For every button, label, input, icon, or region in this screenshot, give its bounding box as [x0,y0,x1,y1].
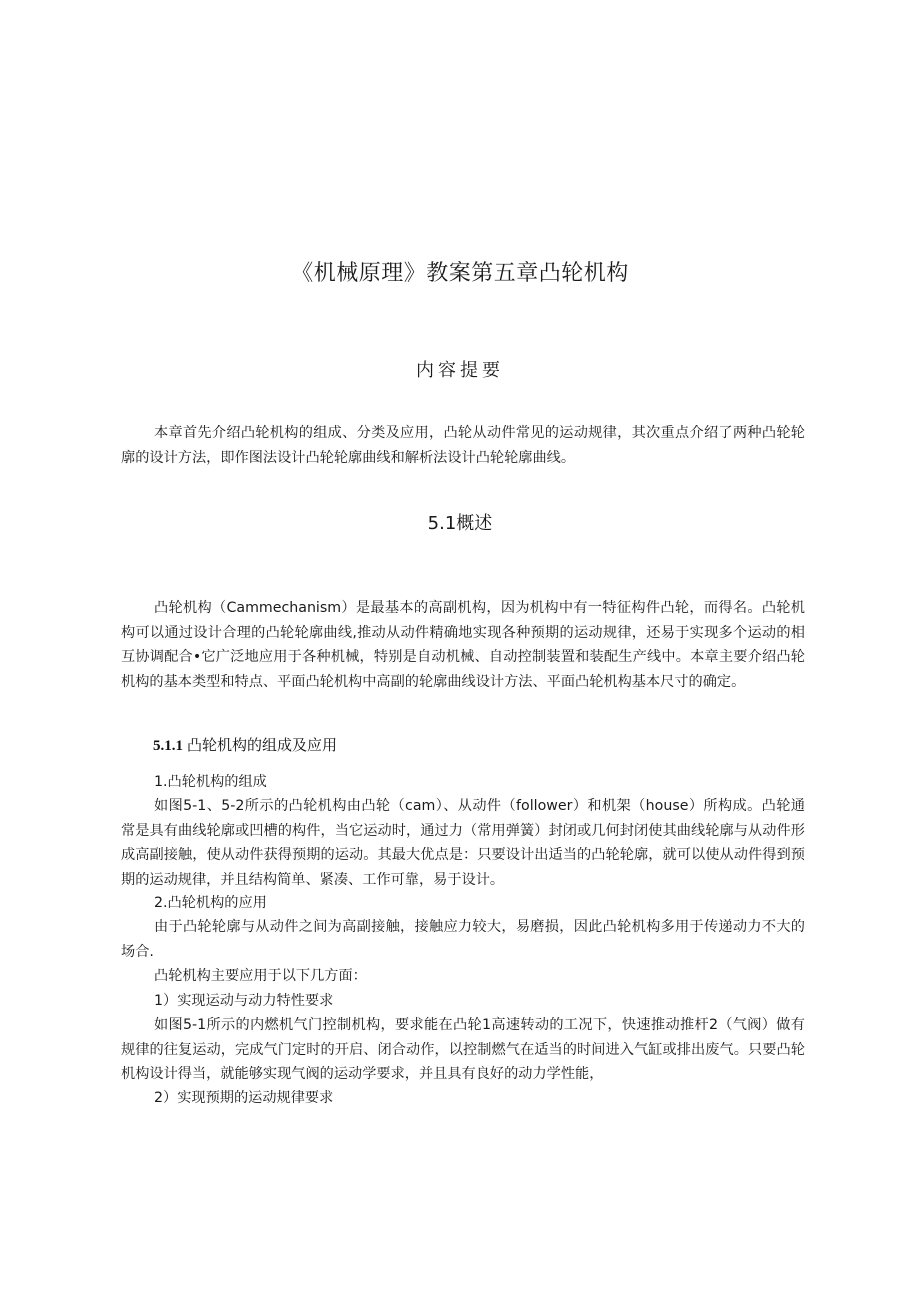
overview-paragraph: 凸轮机构（Cammechanism）是最基本的高副机构，因为机构中有一特征构件凸轮，而得名。凸轮机构可以通过设计合理的凸轮轮廓曲线,推动从动件精确地实现各种预期的运动规律，还易于实现多个运动的相互协调配合•它广泛地应用于各种机械，特别是自动机械、自动控制装置和装配生产线中。本章主要介绍凸轮机构的基本类型和特点、平面凸轮机构中高副的轮廓曲线设计方法、平面凸轮机构基本尺寸的确定。 [121,600,805,690]
composition-heading: 1.凸轮机构的组成 [154,774,267,790]
application-intro: 凸轮机构主要应用于以下几方面： [154,968,367,984]
composition-paragraph: 如图5-1、5-2所示的凸轮机构由凸轮（cam）、从动件（follower）和机架（house）所构成。凸轮通常是具有曲线轮廓或凹槽的构件，当它运动时，通过力（常用弹簧）封闭或几何封闭使其曲线轮廓与从动件形成高副接触，使从动件获得预期的运动。其最大优点是：只要设计出适当的凸轮轮廓，就可以使从动件得到预期的运动规律，并且结构简单、紧凑、工作可靠，易于设计。 [121,798,805,888]
application-heading: 2.凸轮机构的应用 [154,895,267,911]
subsection-title: 凸轮机构的组成及应用 [187,736,338,754]
document-title: 《机械原理》教案第五章凸轮机构 [291,261,629,286]
point-1-paragraph: 如图5-1所示的内燃机气门控制机构，要求能在凸轮1高速转动的工况下，快速推动推杆2（气阀）做有规律的往复运动，完成气门定时的开启、闭合动作，以控制燃气在适当的时间进入气缸或排出废气。只要凸轮机构设计得当，就能够实现气阀的运动学要求，并且具有良好的动力学性能， [121,1017,805,1082]
section-heading: 5.1概述 [427,513,493,534]
summary-heading: 内容提要 [416,360,504,381]
summary-paragraph: 本章首先介绍凸轮机构的组成、分类及应用，凸轮从动件常见的运动规律，其次重点介绍了两种凸轮轮廓的设计方法，即作图法设计凸轮轮廓曲线和解析法设计凸轮轮廓曲线。 [121,425,805,466]
subsection-number: 5.1.1 [153,738,183,754]
subsection-heading [153,734,337,755]
point-1-heading: 1）实现运动与动力特性要求 [154,993,334,1009]
application-paragraph: 由于凸轮轮廓与从动件之间为高副接触，接触应力较大，易磨损，因此凸轮机构多用于传递动力不大的场合. [121,919,805,960]
point-2-heading: 2）实现预期的运动规律要求 [154,1090,334,1106]
